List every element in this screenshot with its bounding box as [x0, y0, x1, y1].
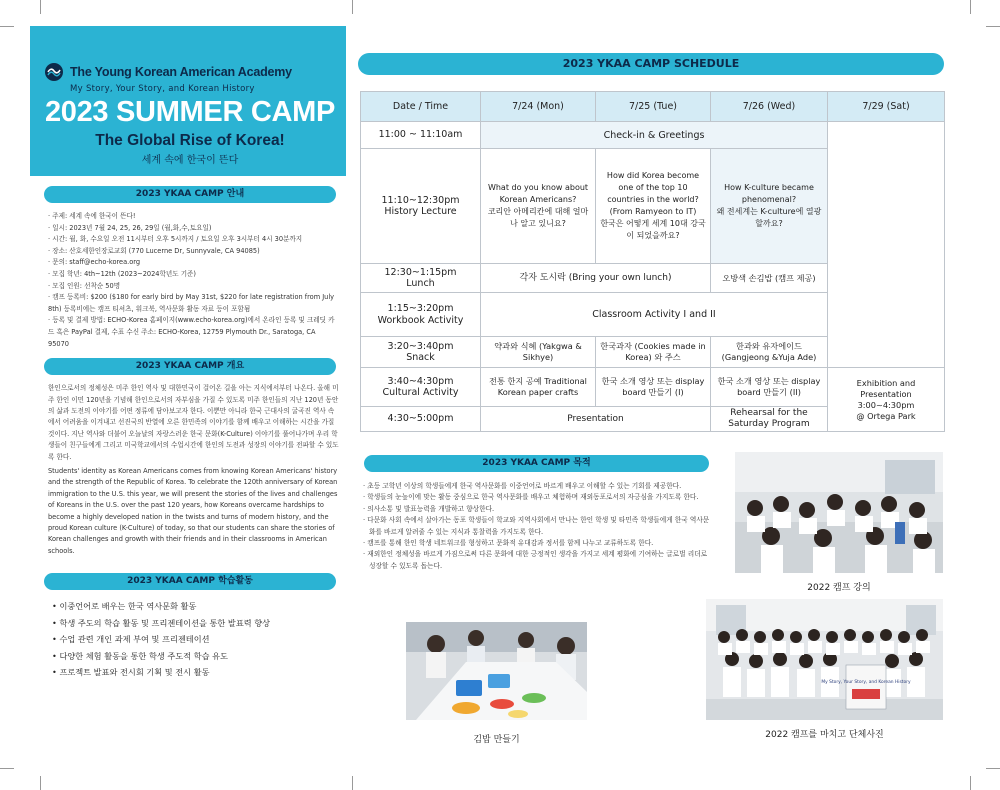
- fold-mark: [352, 0, 353, 14]
- fold-mark: [352, 776, 353, 790]
- saturday-event-time: 3:00~4:30pm: [857, 399, 915, 410]
- time-cell: [361, 293, 481, 337]
- group-banner-text: My Story, Your Story, and Korean History: [821, 680, 911, 685]
- time-text: 1:15~3:20pm: [387, 303, 454, 314]
- left-column: [30, 26, 346, 681]
- time-text: 4:30~5:00pm: [387, 413, 454, 425]
- group-photo: [706, 599, 943, 720]
- time-label: Workbook Activity: [377, 314, 464, 326]
- time-label: Snack: [406, 352, 435, 363]
- brand: [44, 62, 336, 82]
- schedule-table: [360, 91, 945, 432]
- page-subtitle-korean: 세계 속에 한국이 뜬다: [141, 155, 239, 166]
- lunch-montue-cell: 각자 도시락 (Bring your own lunch): [481, 264, 711, 293]
- activity-item: • 학생 주도의 학습 활동 및 프리젠테이션을 통한 발표력 향상: [52, 615, 340, 632]
- time-cell: [361, 337, 481, 368]
- snack-tue-cell: 한국과자 (Cookies made in Korea) 와 주스: [596, 337, 711, 368]
- lecture-title-ko: 코리안 아메리칸에 대해 얼마나 알고 있니요?: [487, 207, 589, 228]
- lecture-title-en: What do you know about Korean Americans?: [487, 183, 589, 204]
- crop-mark: [0, 26, 14, 27]
- schedule-header-row: [361, 92, 945, 122]
- info-heading: 2023 YKAA CAMP 안내: [44, 186, 336, 203]
- purpose-item: · 다문화 사회 속에서 살아가는 동포 학생들이 학교와 지역사회에서 만나는 한인 학생 및 타민족 학생들에게 한국 역사문화를 바르게 알려줄 수 있는 지식과 통찰력을 가지도록 한다.: [362, 515, 714, 538]
- info-item: · 일시: 2023년 7월 24, 25, 26, 29일 (월,화,수,토요일): [48, 223, 338, 235]
- kimbap-photo: [406, 622, 587, 720]
- table-row: [361, 122, 945, 149]
- overview-english: Students' identity as Korean Americans comes from knowing Korean Americans' history and the strength of the Republic of Korea. To celebrate the 120th anniversary of Korean immigration to the U.S. this year, we will present the stories of the lives and challenges of Koreans in the U.S. over the past 120 years, how Koreans overcame hardships to become a highly developed nation in the twists and turns of modern history, and the proud Korean culture (K-Culture) of today, so that our students can share the stories of Korean challenges and growth with their friends and in their classrooms in American schools.: [48, 466, 338, 555]
- time-label: Cultural Activity: [382, 387, 459, 398]
- snack-wed-cell: 한과와 유자에이드 (Gangjeong &Yuja Ade): [711, 337, 828, 368]
- time-label: History Lecture: [384, 206, 457, 217]
- page-subtitle: The Global Rise of Korea!: [95, 132, 285, 149]
- time-text: 3:20~3:40pm: [387, 340, 454, 352]
- lecture-title-ko: 한국은 어떻게 세계 10대 강국이 되었을까요?: [600, 219, 706, 240]
- saturday-event-place: @ Ortega Park: [856, 410, 916, 421]
- info-item: · 문의: staff@echo-korea.org: [48, 257, 338, 269]
- lecture-wed-cell: [711, 149, 828, 264]
- crop-mark: [970, 0, 971, 14]
- info-item: · 시간: 월, 화, 수요일 오전 11시부터 오후 5시까지 / 토요일 오후 3시부터 4시 30분까지: [48, 234, 338, 246]
- info-item: · 등록 및 결제 방법: ECHO-Korea 홈페이지(www.echo-korea.org)에서 온라인 등록 및 크레딧 카드 혹은 PayPal 결제, 수표 수신 주소: ECHO-Korea, 12759 Plymouth Dr., Saratoga, CA 95070: [48, 315, 338, 350]
- purpose-item: · 의사소통 및 발표능력을 개발하고 향상한다.: [362, 504, 714, 515]
- page-title: 2023 SUMMER CAMP: [44, 96, 336, 128]
- purpose-item: · 학생들의 눈높이에 맞는 활동 중심으로 한국 역사문화를 배우고 체험하며 재외동포로서의 자긍심을 가지도록 한다.: [362, 492, 714, 503]
- culture-tue-cell: 한국 소개 영상 또는 display board 만들기 (I): [596, 368, 711, 407]
- lecture-mon-cell: [481, 149, 596, 264]
- culture-mon-cell: 전통 한지 공예 Traditional Korean paper crafts: [481, 368, 596, 407]
- overview-heading: 2023 YKAA CAMP 개요: [44, 358, 336, 375]
- purpose-item: · 초등 고학년 이상의 학생들에게 한국 역사문화를 이중언어로 바르게 배우고 이해할 수 있는 기회를 제공한다.: [362, 481, 714, 492]
- info-item: · 장소: 산호세한인장로교회 (770 Lucerne Dr, Sunnyvale, CA 94085): [48, 246, 338, 258]
- crop-mark: [970, 776, 971, 790]
- time-text: 11:10~12:30pm: [381, 194, 460, 206]
- info-item: · 캠프 등록비: $200 ($180 for early bird by May 31st, $220 for late registration from July 8th) 등록비에는 캠프 티셔츠, 워크북, 역사문화 활동 자료 등이 포함됨: [48, 292, 338, 315]
- info-list: [30, 211, 346, 350]
- crop-mark: [40, 776, 41, 790]
- time-text: 12:30~1:15pm: [384, 266, 457, 278]
- crop-mark: [0, 768, 14, 769]
- activities-list: [30, 598, 346, 681]
- lecture-photo-image: [735, 452, 943, 573]
- col-header-day: 7/25 (Tue): [596, 92, 711, 122]
- activity-item: • 프로젝트 발표와 전시회 기획 및 전시 활동: [52, 664, 340, 681]
- crop-mark: [986, 768, 1000, 769]
- table-row: [361, 368, 945, 407]
- activities-heading: 2023 YKAA CAMP 학습활동: [44, 573, 336, 590]
- info-item: · 모집 학년: 4th~12th (2023~2024학년도 기준): [48, 269, 338, 281]
- info-item: · 주제: 세계 속에 한국이 뜬다!: [48, 211, 338, 223]
- group-caption: 2022 캠프를 마치고 단체사진: [765, 730, 884, 740]
- col-header-time: Date / Time: [361, 92, 481, 122]
- lecture-caption: 2022 캠프 강의: [807, 583, 871, 593]
- snack-mon-cell: 약과와 식혜 (Yakgwa & Sikhye): [481, 337, 596, 368]
- purpose-item: · 재외한인 정체성을 바르게 가짐으로써 다른 문화에 대한 긍정적인 생각을 가지고 세계 평화에 기여하는 글로벌 리더로 성장할 수 있도록 돕는다.: [362, 549, 714, 572]
- kimbap-photo-image: [406, 622, 587, 720]
- culture-wed-cell: 한국 소개 영상 또는 display board 만들기 (II): [711, 368, 828, 407]
- info-item: · 모집 인원: 선착순 50명: [48, 281, 338, 293]
- time-cell: [361, 149, 481, 264]
- col-header-day: 7/29 (Sat): [828, 92, 945, 122]
- overview-korean: 한인으로서의 정체성은 미주 한인 역사 및 대한민국이 걸어온 길을 아는 지식에서부터 나온다. 올해 미주 한인 이민 120년을 기념해 한인으로서의 자부심을 가질 수 있도록 미주 한인들의 지난 120년 동안의 삶과 도전의 이야기를 어떤 정류에 담아보고자 한다. 이뿐만 아니라 한국 근대사의 굴곡진 역사 속에서 어려움을 이겨내고 선진국의 반열에 오른 한민족의 이야기를 함께 배우고 이해하는 시간을 가질 것이다. 지난 역사와 더불어 오늘날의 자랑스러운 한국 문화(K-Culture) 이야기를 풀어나가며 우리 학생들이 친구들에게 그리고 미국학교에서의 수업시간에 한인의 도전과 성장의 이야기를 전파할 수 있도록 한다.: [48, 384, 339, 461]
- lunch-wed-cell: 오방색 손김밥 (캠프 제공): [711, 264, 828, 293]
- hero-banner: [30, 26, 346, 176]
- time-label: Lunch: [406, 278, 435, 289]
- saturday-event-title: Exhibition and Presentation: [856, 377, 916, 399]
- checkin-cell: Check-in & Greetings: [481, 122, 828, 149]
- crop-mark: [986, 26, 1000, 27]
- time-cell: [361, 264, 481, 293]
- workbook-cell: Classroom Activity I and II: [481, 293, 828, 337]
- rehearsal-cell: Rehearsal for the Saturday Program: [711, 407, 828, 432]
- purpose-list: [362, 481, 714, 572]
- time-cell: [361, 407, 481, 432]
- time-cell: [361, 122, 481, 149]
- activity-item: • 수업 관련 개인 과제 부여 및 프리젠테이션: [52, 631, 340, 648]
- org-tagline: My Story, Your Story, and Korean History: [70, 84, 255, 94]
- purpose-heading: 2023 YKAA CAMP 목적: [364, 455, 709, 472]
- activity-item: • 이중언어로 배우는 한국 역사문화 활동: [52, 598, 340, 615]
- lecture-photo: [735, 452, 943, 573]
- lecture-tue-cell: [596, 149, 711, 264]
- org-name: The Young Korean American Academy: [70, 65, 292, 79]
- academy-logo-icon: [44, 62, 64, 82]
- saturday-event-cell: [828, 368, 945, 432]
- time-text: 11:00 ~ 11:10am: [378, 129, 463, 141]
- time-cell: [361, 368, 481, 407]
- col-header-day: 7/26 (Wed): [711, 92, 828, 122]
- group-photo-image: [706, 599, 943, 720]
- time-text: 3:40~4:30pm: [387, 375, 454, 387]
- activity-item: • 다양한 체험 활동을 통한 학생 주도적 학습 유도: [52, 648, 340, 665]
- saturday-empty-cell: [828, 122, 945, 368]
- col-header-day: 7/24 (Mon): [481, 92, 596, 122]
- purpose-item: · 캠프를 통해 한인 학생 네트워크를 형성하고 문화적 유대감과 정서를 함께 나누고 교류하도록 한다.: [362, 538, 714, 549]
- presentation-cell: Presentation: [481, 407, 711, 432]
- lecture-title-ko: 왜 전세계는 K-culture에 열광할까요?: [716, 207, 822, 228]
- crop-mark: [40, 0, 41, 14]
- lecture-title-en: How did Korea become one of the top 10 countries in the world?(From Ramyeon to IT): [606, 171, 700, 216]
- lecture-title-en: How K-culture became phenomenal?: [724, 183, 814, 204]
- kimbap-caption: 김밥 만들기: [473, 735, 520, 745]
- schedule-heading: 2023 YKAA CAMP SCHEDULE: [358, 53, 944, 75]
